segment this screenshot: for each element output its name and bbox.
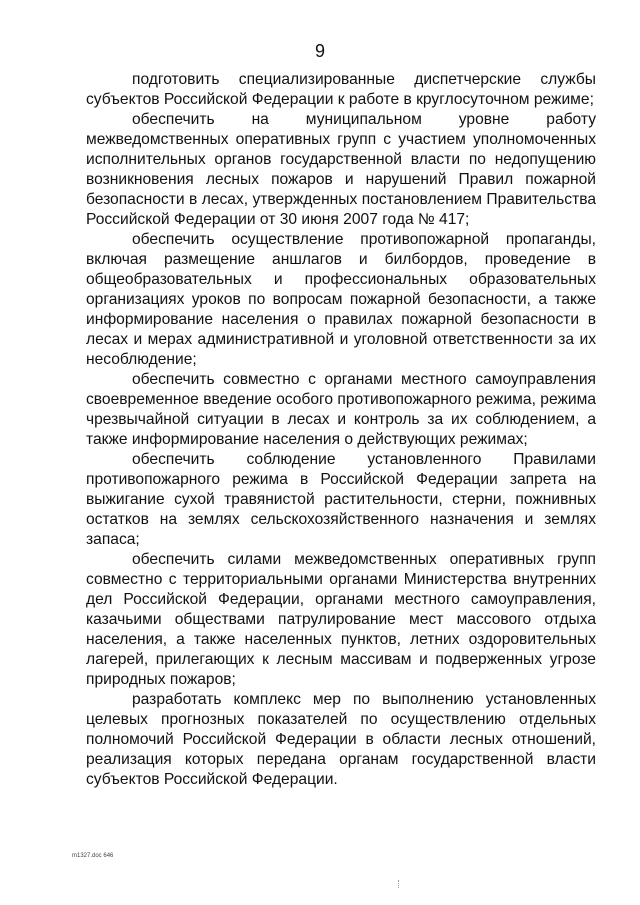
paragraph-burning-ban: обеспечить соблюдение установленного Правилами противопожарного режима в Российской Федерации запрета на выжигание сухой травянистой растительности, стерни, пожнивных остатков на землях сельскохозяйственного назначения и землях запаса;	[86, 451, 596, 548]
paragraph-dispatch-services: подготовить специализированные диспетчерские службы субъектов Российской Федерации к работе в круглосуточном режиме;	[86, 71, 596, 108]
paragraph-special-regime: обеспечить совместно с органами местного самоуправления своевременное введение особого противопожарного режима, режима чрезвычайной ситуации в лесах и контроль за их соблюдением, а также информирование населения о действующих режимах;	[86, 371, 596, 448]
scan-artifact	[398, 880, 400, 888]
paragraph-target-indicators: разработать комплекс мер по выполнению установленных целевых прогнозных показателей по осуществлению отдельных полномочий Российской Федерации в области лесных отношений, реализация которых передана органам государственной власти субъектов Российской Федерации.	[86, 691, 596, 788]
document-body	[86, 70, 596, 790]
paragraph-patrolling: обеспечить силами межведомственных оперативных групп совместно с территориальными органами Министерства внутренних дел Российской Федерации, органами местного самоуправления, казачьими обществами патрулирование мест массового отдыха населения, а также населенных пунктов, летних оздоровительных лагерей, прилегающих к лесным массивам и подверженных угрозе природных пожаров;	[86, 551, 596, 688]
paragraph-operational-groups: обеспечить на муниципальном уровне работу межведомственных оперативных групп с участием уполномоченных исполнительных органов государственной власти по недопущению возникновения лесных пожаров и нарушений Правил пожарной безопасности в лесах, утвержденных постановлением Правительства Российской Федерации от 30 июня 2007 года № 417;	[86, 111, 596, 228]
page-number: 9	[314, 41, 325, 61]
footer-document-code: m1327.doc 646	[72, 853, 114, 859]
paragraph-fire-propaganda: обеспечить осуществление противопожарной пропаганды, включая размещение аншлагов и билбордов, проведение в общеобразовательных и профессиональных образовательных организациях уроков по вопросам пожарной безопасности, а также информирование населения о правилах пожарной безопасности в лесах и мерах административной и уголовной ответственности за их несоблюдение;	[86, 231, 596, 368]
